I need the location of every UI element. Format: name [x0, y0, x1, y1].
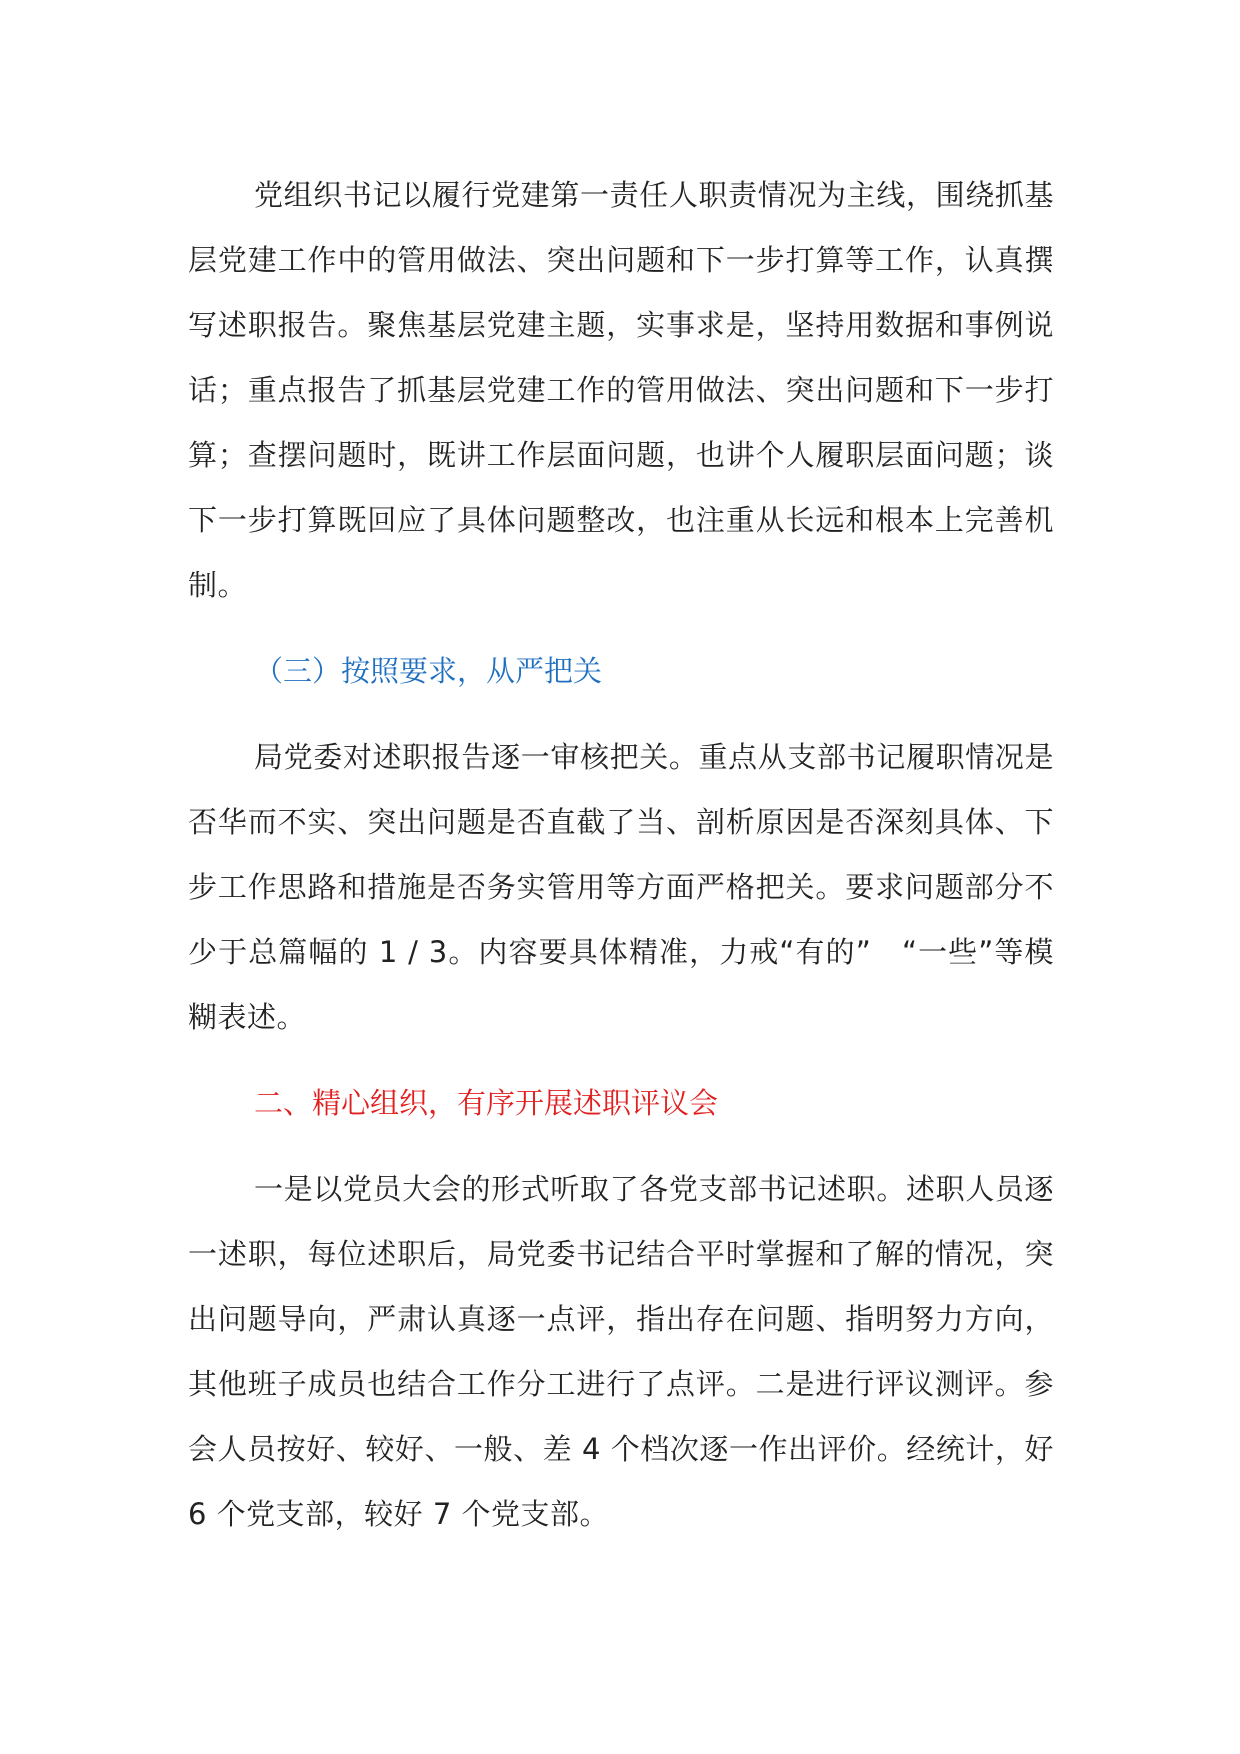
subheading-strict-review: （三）按照要求，从严把关 — [254, 654, 603, 688]
paragraph-review-process: 局党委对述职报告逐一审核把关。重点从支部书记履职情况是否华而不实、突出问题是否直截了当、剖析原因是否深刻具体、下步工作思路和措施是否务实管用等方面严格把关。要求问题部分不少于总篇幅的 1 / 3。内容要具体精准，力戒“有的” “一些”等模糊表述。 — [188, 740, 1054, 1034]
document-body — [188, 163, 1054, 1547]
paragraph-report-writing: 党组织书记以履行党建第一责任人职责情况为主线，围绕抓基层党建工作中的管用做法、突出问题和下一步打算等工作，认真撰写述职报告。聚焦基层党建主题，实事求是，坚持用数据和事例说话；重点报告了抓基层党建工作的管用做法、突出问题和下一步打算；查摆问题时，既讲工作层面问题，也讲个人履职层面问题；谈下一步打算既回应了具体问题整改，也注重从长远和根本上完善机制。 — [188, 178, 1054, 602]
section-heading-evaluation-meeting: 二、精心组织，有序开展述职评议会 — [254, 1086, 719, 1120]
paragraph-meeting-details: 一是以党员大会的形式听取了各党支部书记述职。述职人员逐一述职，每位述职后，局党委书记结合平时掌握和了解的情况，突出问题导向，严肃认真逐一点评，指出存在问题、指明努力方向，其他班子成员也结合工作分工进行了点评。二是进行评议测评。参会人员按好、较好、一般、差 4 个档次逐一作出评价。经统计，好 6 个党支部，较好 7 个党支部。 — [188, 1172, 1054, 1531]
